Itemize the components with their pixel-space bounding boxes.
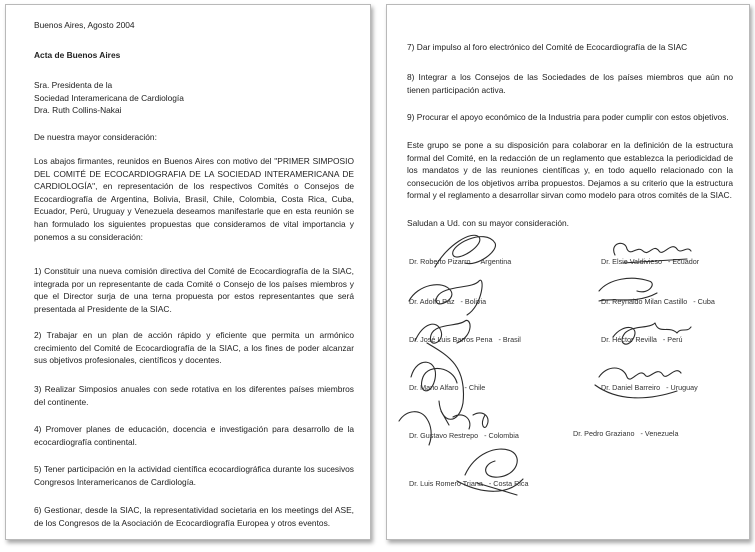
signatory-9 bbox=[409, 431, 519, 440]
signatory-1 bbox=[409, 257, 511, 266]
letter-greeting: De nuestra mayor consideración: bbox=[34, 132, 157, 142]
signatory-name: Dr. Pedro Graziano bbox=[573, 429, 635, 438]
signatory-country: - Brasil bbox=[498, 335, 521, 344]
signatory-name: Dr. José Luis Barros Pena bbox=[409, 335, 493, 344]
signatory-8 bbox=[601, 383, 698, 392]
signatory-name: Dr. Daniel Barreiro bbox=[601, 383, 661, 392]
signatory-country: - Perú bbox=[662, 335, 683, 344]
signatory-name: Dr. Mario Alfaro bbox=[409, 383, 459, 392]
signatory-4 bbox=[601, 297, 715, 306]
signatory-11 bbox=[409, 479, 528, 488]
addressee-line-1: Sra. Presidenta de la bbox=[34, 80, 113, 90]
signatory-country: - Ecuador bbox=[667, 257, 700, 266]
intro-paragraph: Los abajos firmantes, reunidos en Buenos Aires con motivo del "PRIMER SIMPOSIO DEL COMITÉ DE ECOCARDIOGRAFIA DE LA SOCIEDAD INTERAMERICANA DE CARDIOLOGÍA", en representación de los respectivos Comités o Consejos de Ecocardiografía de Argentina, Bolivia, Brasil, Chile, Colombia, Costa Rica, Cuba, Ecuador, Perú, Uruguay y Venezuela deseamos manifestarle que en esta reunión se han formulado los siguientes propuestas que consideramos de vital importancia y ponemos a su consideración: bbox=[34, 156, 354, 242]
proposal-item-3: 3) Realizar Simposios anuales con sede rotativa en los diferentes países miembros del continente. bbox=[34, 384, 354, 407]
signatory-name: Dr. Héctor Revilla bbox=[601, 335, 657, 344]
salutation: Saludan a Ud. con su mayor consideración. bbox=[407, 218, 570, 228]
signatory-5 bbox=[409, 335, 521, 344]
closing-paragraph: Este grupo se pone a su disposición para colaborar en la definición de la estructura formal del Comité, en la redacción de un reglamento que establezca la periodicidad de los mandatos y de las reuniones científicas y, en todo aquello relacionado con la consecución de los objetivos arriba propuestos. Dejamos a su criterio que la estructura formal y el reglamento a desarrollar sirvan como modelo para otros comités de la SIAC. bbox=[407, 140, 733, 201]
signatory-name: Dr. Reynaldo Milan Castillo bbox=[601, 297, 688, 306]
proposal-item-9: 9) Procurar el apoyo económico de la Industria para poder cumplir con estos objetivos. bbox=[407, 112, 729, 122]
letter-title: Acta de Buenos Aires bbox=[34, 50, 121, 60]
signatory-10 bbox=[573, 429, 679, 438]
signatory-3 bbox=[409, 297, 486, 306]
addressee-line-2: Sociedad Interamericana de Cardiología bbox=[34, 92, 184, 103]
signatory-country: - Chile bbox=[464, 383, 486, 392]
signatory-name: Dr. Elsie Valdivieso bbox=[601, 257, 662, 266]
signatory-6 bbox=[601, 335, 683, 344]
signatory-country: - Cuba bbox=[693, 297, 715, 306]
proposal-item-6: 6) Gestionar, desde la SIAC, la representatividad societaria en los meetings del ASE, de los Congresos de la Asociación de Ecocardiografía Europea y otros eventos. bbox=[34, 505, 354, 528]
signature-romero bbox=[457, 449, 523, 495]
signatory-name: Dr. Luis Romero Triana bbox=[409, 479, 483, 488]
letter-page-2 bbox=[386, 4, 750, 540]
signatory-country: - Colombia bbox=[484, 431, 519, 440]
proposal-item-4: 4) Promover planes de educación, docencia e investigación para desarrollo de la ecocardiografía continental. bbox=[34, 424, 354, 447]
signatory-name: Dr. Roberto Pizarro bbox=[409, 257, 471, 266]
signatory-name: Dr. Adolfo Paz bbox=[409, 297, 455, 306]
signatory-country: - Uruguay bbox=[666, 383, 698, 392]
proposal-item-7: 7) Dar impulso al foro electrónico del Comité de Ecocardiografía de la SIAC bbox=[407, 42, 688, 52]
signatory-country: - Venezuela bbox=[640, 429, 679, 438]
proposal-item-1: 1) Constituir una nueva comisión directiva del Comité de Ecocardiografía de la SIAC, integrada por un representante de cada Comité o Consejo de los países miembros y que el Director surja de una terna propuesta por estos representantes que será presentada al Presidente de la SIAC. bbox=[34, 266, 354, 314]
signatory-country: - Costa Rica bbox=[488, 479, 529, 488]
signatory-name: Dr. Gustavo Restrepo bbox=[409, 431, 479, 440]
signatory-country: - Bolivia bbox=[460, 297, 487, 306]
signatory-country: - Argentina bbox=[476, 257, 512, 266]
proposal-item-8: 8) Integrar a los Consejos de las Sociedades de los países miembros que aún no tienen participación activa. bbox=[407, 72, 733, 95]
proposal-item-2: 2) Trabajar en un plan de acción rápido y eficiente que permita un armónico crecimiento del Comité de Ecocardiografía de la SIAC, a los fines de poder alcanzar sus objetivos profesionales, científicos y docentes. bbox=[34, 330, 354, 366]
addressee-line-3: Dra. Ruth Collins-Nakai bbox=[34, 105, 122, 116]
signatory-2 bbox=[601, 257, 699, 266]
letter-page-1 bbox=[5, 4, 371, 540]
proposal-item-5: 5) Tener participación en la actividad científica ecocardiográfica durante los sucesivos Congresos Interamericanos de Cardiología. bbox=[34, 464, 354, 487]
signatory-7 bbox=[409, 383, 485, 392]
letter-date: Buenos Aires, Agosto 2004 bbox=[34, 20, 135, 30]
